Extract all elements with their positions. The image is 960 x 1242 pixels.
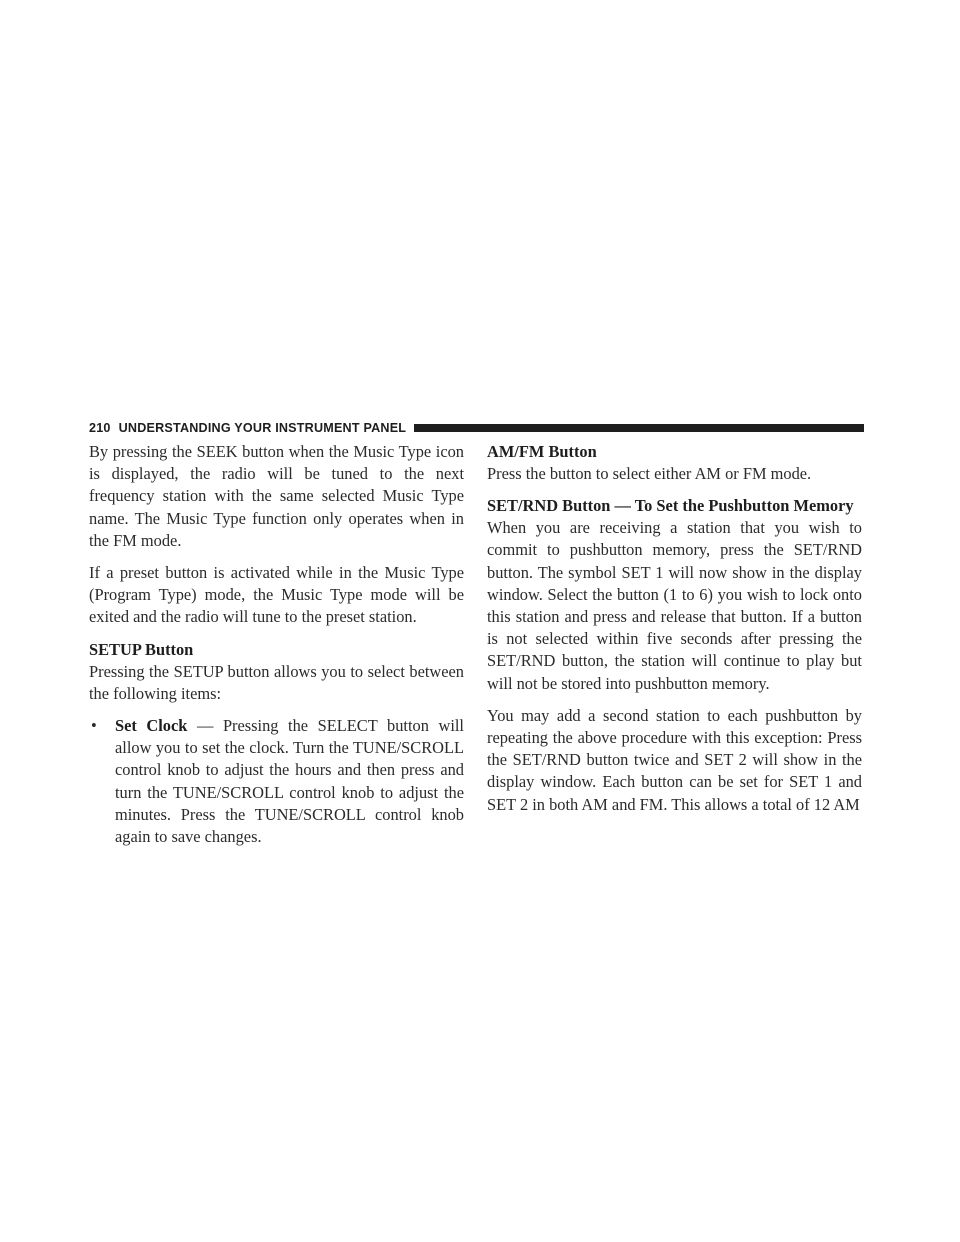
set-clock-text: — Pressing the SELECT button will allow you to set the clock. Turn the TUNE/SCROLL control knob to adjust the hours and then press and turn the TUNE/SCROLL control knob to adjust the minutes. Press the TUNE/SCROLL control knob again to save changes. [115,716,464,847]
setup-list [89,715,464,848]
page-header [89,418,864,438]
set-rnd-heading: SET/RND Button — To Set the Pushbutton Memory [487,496,854,516]
right-column [487,441,862,826]
seek-paragraph: By pressing the SEEK button when the Music Type icon is displayed, the radio will be tuned to the next frequency station with the same selected Music Type name. The Music Type function only operates when in the FM mode. [89,442,464,550]
amfm-paragraph: Press the button to select either AM or FM mode. [487,464,812,483]
setup-heading: SETUP Button [89,639,194,659]
preset-paragraph: If a preset button is activated while in the Music Type (Program Type) mode, the Music Type mode will be exited and the radio will tune to the preset station. [89,563,464,627]
list-item [89,715,464,848]
bullet-icon: • [91,716,97,736]
set-rnd-paragraph-2: You may add a second station to each pushbutton by repeating the above procedure with this exception: Press the SET/RND button twice and SET 2 will show in the display window. Each button can be set for SET 1 and SET 2 in both AM and FM. This allows a total of 12 AM [487,705,862,814]
setup-paragraph: Pressing the SETUP button allows you to select between the following items: [89,661,464,703]
header-rule [414,424,864,432]
page-number: 210 [89,421,111,435]
amfm-heading: AM/FM Button [487,442,597,461]
left-column [89,441,464,848]
section-title: UNDERSTANDING YOUR INSTRUMENT PANEL [118,421,407,435]
set-clock-term: Set Clock [115,716,188,736]
set-rnd-paragraph-1: When you are receiving a station that you wish to commit to pushbutton memory, press the SET/RND button. The symbol SET 1 will now show in the display window. Select the button (1 to 6) you wish to lock onto this station and press and release that button. If a button is not selected within five seconds after pressing the SET/RND button, the station will continue to play but will not be stored into pushbutton memory. [487,518,862,693]
